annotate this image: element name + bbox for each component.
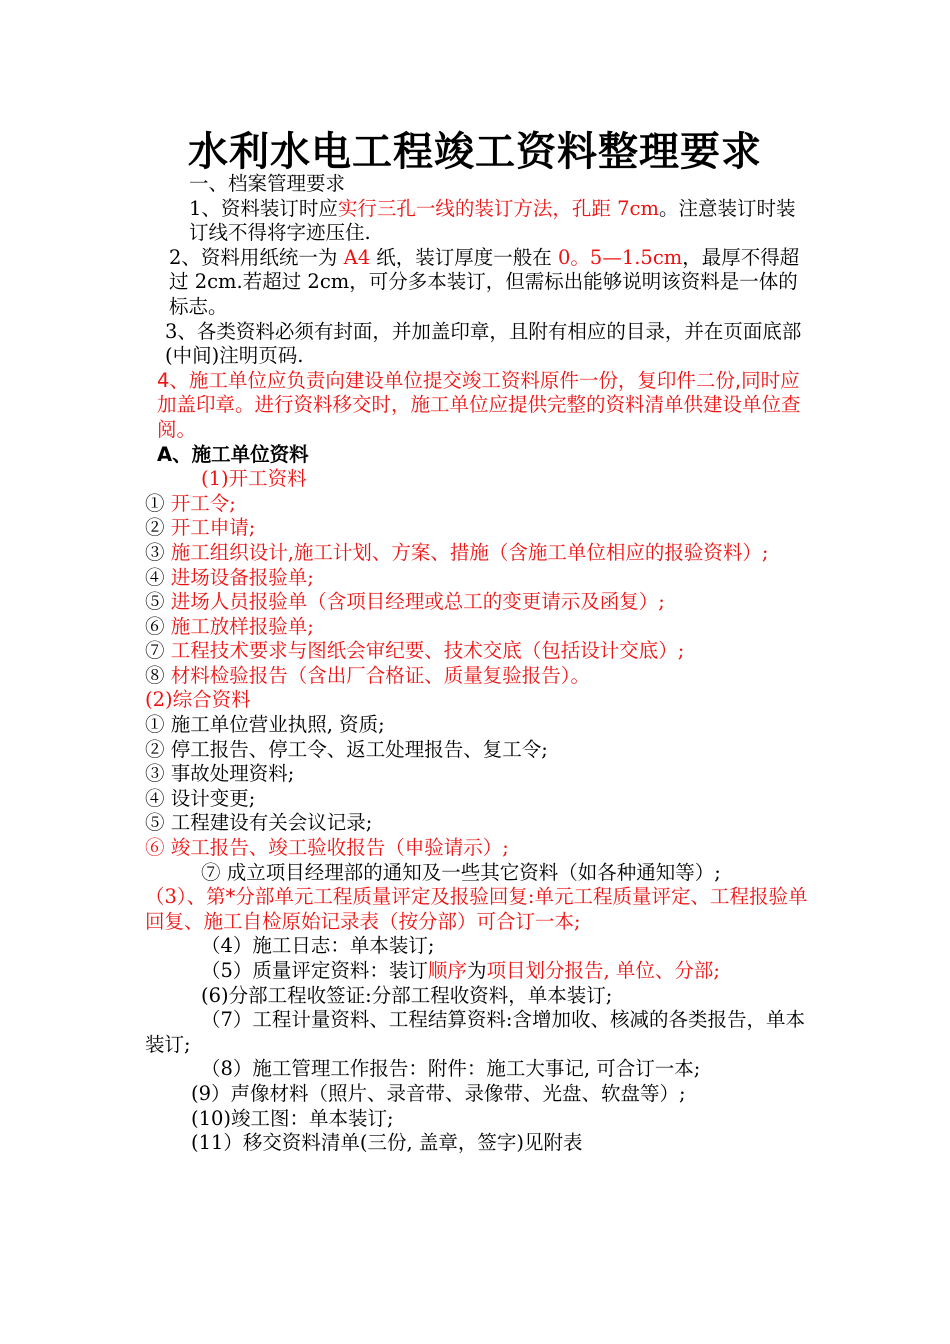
list-item: ⑥ 竣工报告、竣工验收报告（申验请示）; [145,836,509,860]
subsection-acceptance: (6)分部工程收签证:分部工程收资料，单本装订; [201,983,613,1007]
list-item: ⑤ 工程建设有关会议记录; [145,811,373,835]
list-item-text: 施工组织设计,施工计划、方案、措施（含施工单位相应的报验资料）; [170,540,769,564]
section-heading-archive: 一、档案管理要求 [189,172,346,195]
list-item-number: ④ [145,565,165,589]
list-item: ① 施工单位营业执照, 资质; [145,713,385,737]
list-item-number: ② [145,516,165,540]
list-item-text: 开工令; [170,491,236,515]
subsection-quality-assessment: （3）、第*分部单元工程质量评定及报验回复:单元工程质量评定、工程报验单回复、施工自检原始记录表（按分部）可合订一本; [145,885,808,933]
subsection-general-docs: (2)综合资料 [145,688,251,712]
list-item-text: 工程技术要求与图纸会审纪要、技术交底（包括设计交底）; [170,639,685,663]
list-item [145,639,810,664]
rule-2-thickness: 0。5—1.5cm [558,245,683,269]
list-item [145,664,810,689]
subsection-handover-list: (11）移交资料清单(三份, 盖章，签字)见附表 [191,1131,583,1155]
subsection-start-docs: (1)开工资料 [201,467,307,491]
list-item: ③ 事故处理资料; [145,762,295,786]
rule-1-text-b: 。注意装订时装订线不得将字迹压住. [189,196,796,245]
quality-docs-text-a: （5）质量评定资料：装订 [201,959,428,982]
list-item-text: 进场人员报验单（含项目经理或总工的变更请示及函复）; [170,590,665,614]
start-docs-list [145,492,810,689]
subsection-construction-log: （4）施工日志：单本装订; [201,934,435,958]
list-item-number: ⑥ [145,614,165,638]
document-title: 水利水电工程竣工资料整理要求 [188,129,762,175]
section-heading-contractor: A、施工单位资料 [157,442,309,466]
list-item-number: ① [145,491,165,515]
list-item: ④ 设计变更; [145,786,256,810]
list-item-text: 材料检验报告（含出厂合格证、质量复验报告）。 [170,663,590,687]
list-item [145,516,810,541]
subsection-as-built-drawings: (10)竣工图：单本装订; [191,1106,394,1130]
list-item [145,566,810,591]
document-body [145,172,810,1156]
list-item: ② 停工报告、停工令、返工处理报告、复工令; [145,737,548,761]
subsection-measurement: （7）工程计量资料、工程结算资料:含增加收、核减的各类报告，单本装订; [145,1008,805,1056]
subsection-audio-video: (9）声像材料（照片、录音带、录像带、光盘、软盘等）; [191,1081,686,1105]
rule-4: 4、施工单位应负责向建设单位提交竣工资料原件一份，复印件二份,同时应加盖印章。进行资料移交时，施工单位应提供完整的资料清单供建设单位查阅。 [157,368,801,441]
list-item [145,615,810,640]
list-item-text: 进场设备报验单; [170,565,314,589]
list-item-number: ⑤ [145,590,165,614]
rule-2 [145,246,810,320]
rule-1 [145,197,810,246]
rule-1-text-a: 1、资料装订时应 [189,196,338,220]
quality-docs-highlight-b: 项目划分报告, 单位、分部; [486,959,720,982]
rule-1-highlight: 实行三孔一线的装订方法，孔距 7cm [337,196,659,220]
list-item-number: ⑧ [145,663,165,687]
quality-docs-text-b: 为 [466,959,487,982]
rule-3: 3、各类资料必须有封面，并加盖印章，且附有相应的目录，并在页面底部(中间)注明页码. [165,319,802,368]
list-item [145,590,810,615]
list-item-text: 开工申请; [170,516,256,540]
quality-docs-highlight-a: 顺序 [427,959,467,982]
subsection-quality-docs [145,959,810,984]
rule-2-text-c: ，最厚不得超过 2cm.若超过 2cm，可分多本装订，但需标出能够说明该资料是一体的标志。 [169,245,800,318]
list-item [145,541,810,566]
rule-2-text-b: 纸，装订厚度一般在 [370,245,559,269]
list-item: ⑦ 成立项目经理部的通知及一些其它资料（如各种通知等）; [201,860,721,884]
list-item-number: ⑦ [145,639,165,663]
subsection-management-report: （8）施工管理工作报告：附件：施工大事记, 可合订一本; [201,1057,701,1081]
rule-2-paper-size: A4 [343,245,371,269]
rule-2-text-a: 2、资料用纸统一为 [169,245,344,269]
list-item-number: ③ [145,540,165,564]
list-item [145,492,810,517]
general-docs-list [145,713,810,885]
list-item-text: 施工放样报验单; [170,614,314,638]
